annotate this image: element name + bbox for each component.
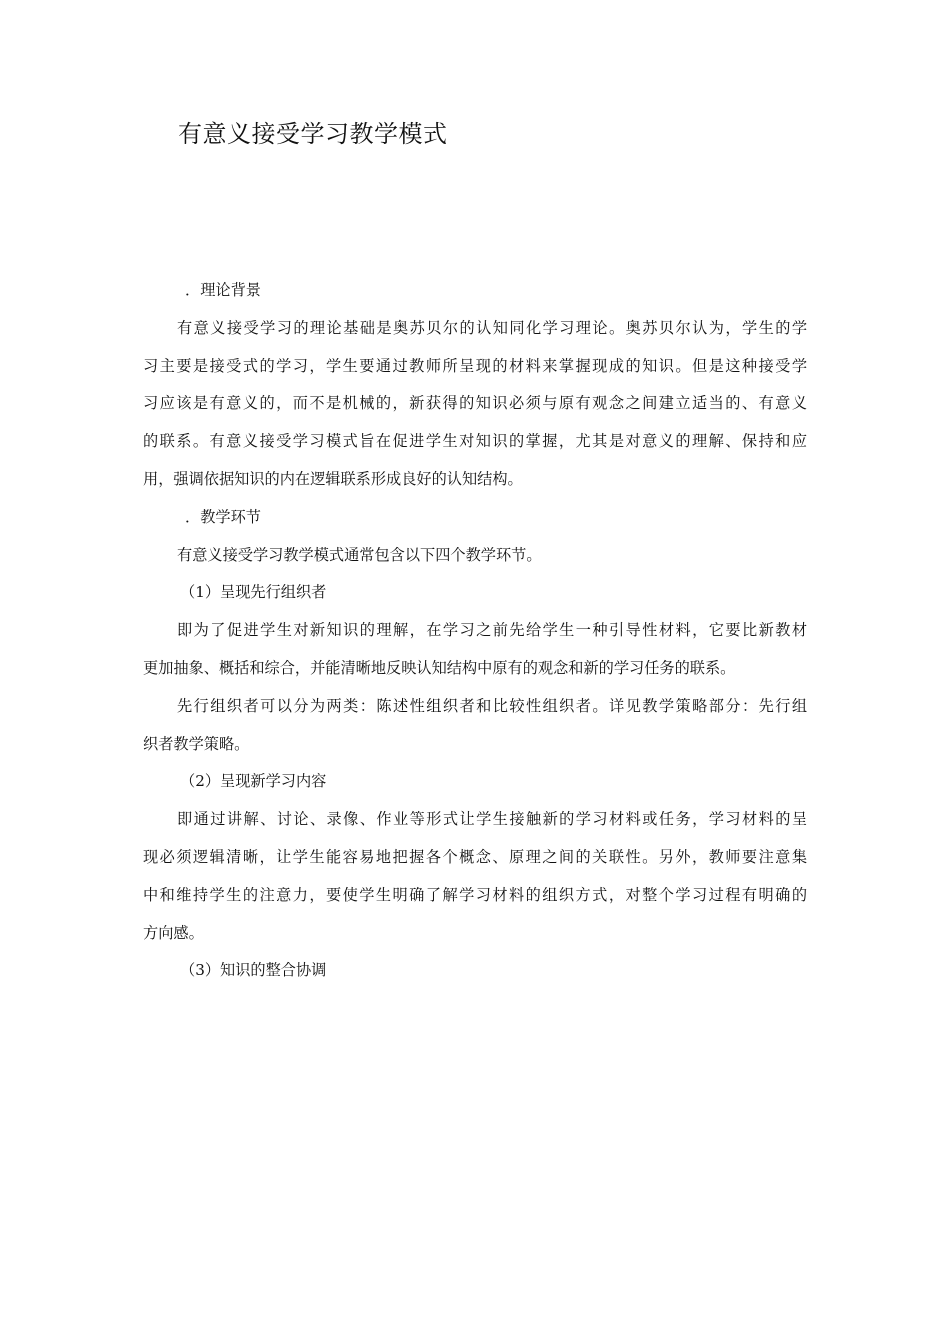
paragraph-line: 用，强调依据知识的内在逻辑联系形成良好的认知结构。 — [143, 469, 523, 488]
subsection-heading-step-3: （3）知识的整合协调 — [180, 961, 327, 980]
paragraph-line: 即为了促进学生对新知识的理解，在学习之前先给学生一种引导性材料，它要比新教材 — [177, 621, 807, 640]
document-title: 有意义接受学习教学模式 — [178, 120, 448, 148]
document-body — [143, 272, 807, 990]
section-heading-theory: ．理论背景 — [185, 281, 261, 299]
subsection-heading-step-1: （1）呈现先行组织者 — [180, 583, 327, 602]
paragraph-line: 即通过讲解、讨论、录像、作业等形式让学生接触新的学习材料或任务，学习材料的呈 — [177, 810, 807, 829]
paragraph-line: 织者教学策略。 — [143, 734, 250, 753]
paragraph-line: 的联系。有意义接受学习模式旨在促进学生对知识的掌握，尤其是对意义的理解、保持和应 — [143, 432, 807, 451]
paragraph-line: 方向感。 — [143, 923, 204, 942]
section-heading-teaching: ．教学环节 — [185, 507, 261, 526]
paragraph-line: 先行组织者可以分为两类：陈述性组织者和比较性组织者。详见教学策略部分：先行组 — [177, 696, 807, 715]
paragraph-line: 有意义接受学习教学模式通常包含以下四个教学环节。 — [177, 545, 542, 564]
paragraph-line: 中和维持学生的注意力，要使学生明确了解学习材料的组织方式，对整个学习过程有明确的 — [143, 885, 807, 904]
paragraph-line: 现必须逻辑清晰，让学生能容易地把握各个概念、原理之间的关联性。另外，教师要注意集 — [143, 847, 807, 866]
paragraph-line: 习应该是有意义的，而不是机械的，新获得的知识必须与原有观念之间建立适当的、有意义 — [143, 394, 807, 413]
paragraph-line: 习主要是接受式的学习，学生要通过教师所呈现的材料来掌握现成的知识。但是这种接受学 — [143, 356, 807, 375]
paragraph-line: 有意义接受学习的理论基础是奥苏贝尔的认知同化学习理论。奥苏贝尔认为，学生的学 — [177, 318, 807, 337]
subsection-heading-step-2: （2）呈现新学习内容 — [180, 772, 327, 791]
paragraph-line: 更加抽象、概括和综合，并能清晰地反映认知结构中原有的观念和新的学习任务的联系。 — [143, 658, 736, 677]
